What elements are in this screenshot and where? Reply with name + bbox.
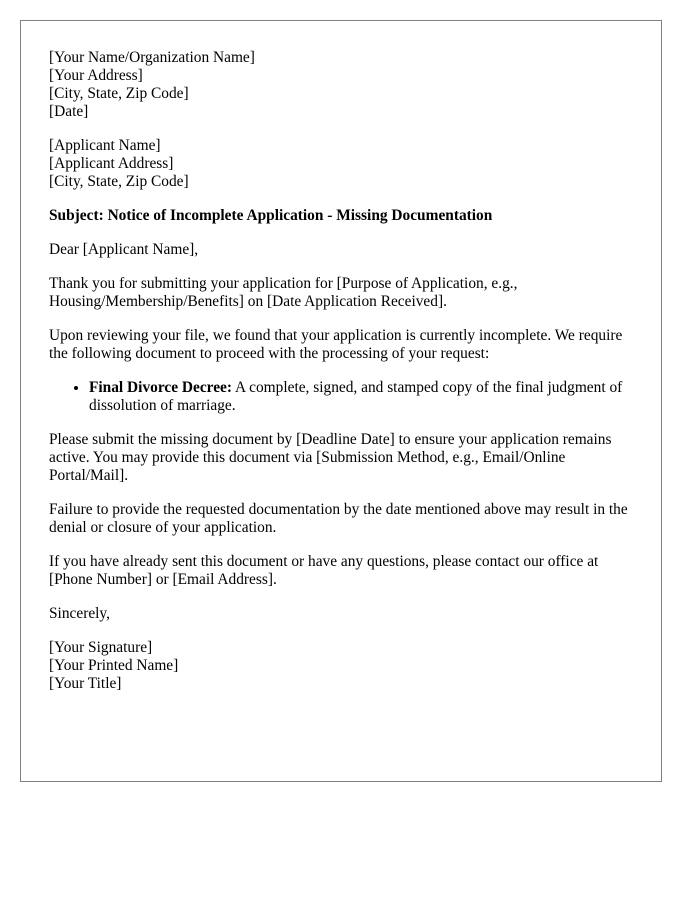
document-description: A complete, signed, and stamped copy of the final judgment of dissolution of marriage. [89,379,623,414]
signature-line: [Your Signature] [49,639,153,656]
salutation: Dear [Applicant Name], [49,241,199,258]
document-title: Final Divorce Decree: [89,379,233,396]
signature-block [49,639,633,693]
required-documents-list [49,379,633,415]
sender-address: [Your Address] [49,67,143,84]
sender-block [49,49,633,121]
letter-page [20,20,662,782]
review-paragraph: Upon reviewing your file, we found that your application is currently incomplete. We require the following document to proceed with the processing of your request: [49,327,623,362]
sender-name: [Your Name/Organization Name] [49,49,255,66]
recipient-block [49,137,633,191]
subject-line: Subject: Notice of Incomplete Application - Missing Documentation [49,207,493,224]
signer-title: [Your Title] [49,675,122,692]
submit-paragraph: Please submit the missing document by [Deadline Date] to ensure your application remains active. You may provide this document via [Submission Method, e.g., Email/Online Portal/Mail]. [49,431,612,484]
recipient-address: [Applicant Address] [49,155,174,172]
sender-city-state-zip: [City, State, Zip Code] [49,85,189,102]
recipient-city-state-zip: [City, State, Zip Code] [49,173,189,190]
closing: Sincerely, [49,605,110,622]
recipient-name: [Applicant Name] [49,137,161,154]
failure-paragraph: Failure to provide the requested documentation by the date mentioned above may result in the denial or closure of your application. [49,501,628,536]
printed-name: [Your Printed Name] [49,657,179,674]
contact-paragraph: If you have already sent this document or have any questions, please contact our office at [Phone Number] or [Email Address]. [49,553,599,588]
list-item [89,379,633,415]
intro-paragraph: Thank you for submitting your application for [Purpose of Application, e.g., Housing/Membership/Benefits] on [Date Application Received]. [49,275,518,310]
letter-date: [Date] [49,103,89,120]
